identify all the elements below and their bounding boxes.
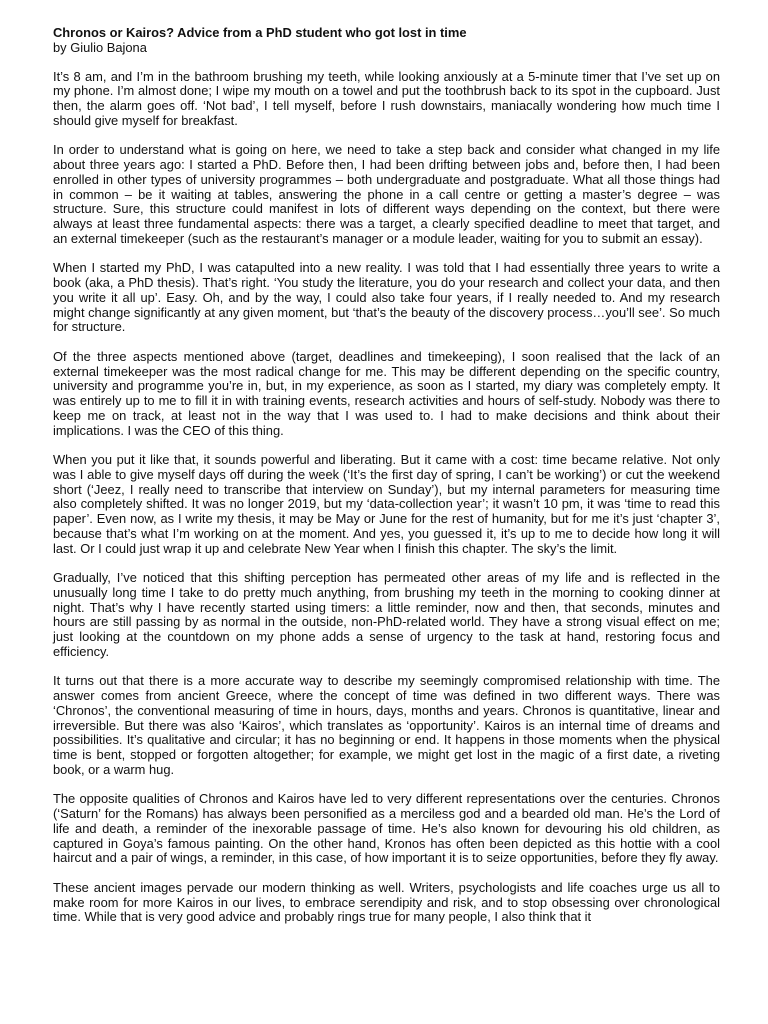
article-byline: by Giulio Bajona: [53, 39, 147, 55]
paragraph: The opposite qualities of Chronos and Kairos have led to very different representations over the centuries. Chronos (‘Saturn’ for the Romans) has always been personified as a merciless god and a bearded old man. He’s the Lord of life and death, a reminder of the inexorable passage of time. He’s also known for devouring his old children, as captured in Goya’s famous painting. On the other hand, Kronos has often been depicted as this hottie with a cool haircut and a pair of wings, a reminder, in this case, of how important it is to seize opportunities, before they fly away.: [53, 791, 720, 866]
paragraph: In order to understand what is going on here, we need to take a step back and consider what changed in my life about three years ago: I started a PhD. Before then, I had been drifting between jobs and, before then, I had been enrolled in other types of university programmes – both undergraduate and postgraduate. What all those things had in common – be it waiting at tables, answering the phone in a call centre or getting a master’s degree – was structure. Sure, this structure could manifest in lots of different ways depending on the context, but there were always at least three fundamental aspects: there was a target, a clearly specified deadline to meet that target, and an external timekeeper (such as the restaurant’s manager or a module leader, waiting for you to submit an essay).: [53, 142, 720, 246]
paragraph: When you put it like that, it sounds powerful and liberating. But it came with a cost: time became relative. Not only was I able to give myself days off during the week (‘It’s the first day of spring, I can’t be working’) or cut the weekend short (‘Jeez, I really need to transcribe that interview on Sunday’), but my internal parameters for measuring time also completely shifted. It was no longer 2019, but my ‘data-collection year’; it wasn’t 10 pm, it was ‘time to read this paper’. Even now, as I write my thesis, it may be May or June for the rest of humanity, but for me it’s just ‘chapter 3’, because that’s what I’m working on at the moment. And yes, you guessed it, it’s up to me to decide how long it will last. Or I could just wrap it up and celebrate New Year when I finish this chapter. The sky’s the limit.: [53, 452, 720, 556]
paragraph: Gradually, I’ve noticed that this shifting perception has permeated other areas of my life and is reflected in the unusually long time I take to do pretty much anything, from brushing my teeth in the morning to cooking dinner at night. That’s why I have recently started using timers: a little reminder, now and then, that seconds, minutes and hours are still passing by as normal in the outside, non-PhD-related world. They have a strong visual effect on me; just looking at the countdown on my phone adds a sense of urgency to the task at hand, restoring focus and efficiency.: [53, 570, 720, 659]
paragraph: Of the three aspects mentioned above (target, deadlines and timekeeping), I soon realised that the lack of an external timekeeper was the most radical change for me. This may be different depending on the specific country, university and programme you’re in, but, in my experience, as soon as I started, my diary was completely empty. It was entirely up to me to fill it in with training events, research activities and hours of self-study. Nobody was there to keep me on track, at least not in the way that I was used to. I had to make decisions and think about their implications. I was the CEO of this thing.: [53, 348, 720, 438]
paragraph: It’s 8 am, and I’m in the bathroom brushing my teeth, while looking anxiously at a 5-minute timer that I’ve set up on my phone. I’m almost done; I wipe my mouth on a towel and put the toothbrush back to its spot in the cupboard. Just then, the alarm goes off. ‘Not bad’, I tell myself, before I rush downstairs, maniacally wondering how much time I should give myself for breakfast.: [53, 68, 720, 128]
article-title: Chronos or Kairos? Advice from a PhD student who got lost in time: [53, 25, 467, 40]
paragraph: When I started my PhD, I was catapulted into a new reality. I was told that I had essentially three years to write a book (aka, a PhD thesis). That’s right. ‘You study the literature, you do your research and collect your data, and then you write it all up’. Easy. Oh, and by the way, I could also take four years, if I really needed to. And my research might change significantly at any given moment, but ‘that’s the beauty of the discovery process…you’ll see’. So much for structure.: [53, 260, 720, 335]
paragraph: It turns out that there is a more accurate way to describe my seemingly compromised relationship with time. The answer comes from ancient Greece, where the concept of time was defined in two different ways. There was ‘Chronos’, the conventional measuring of time in hours, days, months and years. Chronos is quantitative, linear and irreversible. But there was also ‘Kairos’, which translates as ‘opportunity’. Kairos is an internal time of dreams and possibilities. It’s qualitative and circular; it has no beginning or end. It happens in those moments when the physical time is bent, stopped or forgotten altogether; for example, we might get lost in the magic of a first date, a riveting book, or a warm hug.: [53, 673, 720, 777]
paragraph: These ancient images pervade our modern thinking as well. Writers, psychologists and life coaches urge us all to make room for more Kairos in our lives, to embrace serendipity and risk, and to stop obsessing over chronological time. While that is very good advice and probably rings true for many people, I also think that it: [53, 879, 720, 925]
